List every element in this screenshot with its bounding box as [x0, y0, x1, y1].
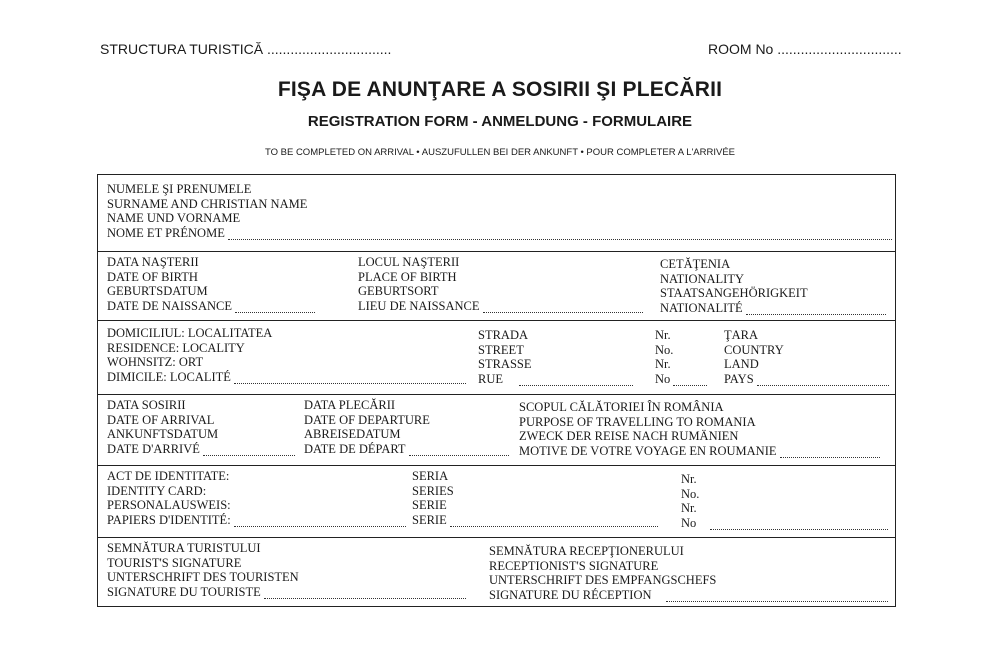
street-label-en: STREET	[478, 342, 524, 357]
name-field[interactable]	[107, 226, 892, 241]
name-label-ro: NUMELE ŞI PRENUMELE	[107, 182, 252, 196]
res-number-label-ro: Nr.	[655, 328, 671, 342]
birth-place-field[interactable]	[358, 299, 643, 314]
section-divider	[97, 394, 896, 395]
birth-place-label-en: PLACE OF BIRTH	[358, 269, 457, 284]
locality-label-ro: DOMICILIUL: LOCALITATEA	[107, 326, 273, 340]
locality-fill-line[interactable]	[234, 372, 466, 384]
receptionist-signature-fill-line[interactable]	[666, 590, 888, 602]
country-label-ro: ŢARA	[724, 328, 759, 342]
id-card-field[interactable]	[107, 513, 406, 528]
tourist-sig-label-en: TOURIST'S SIGNATURE	[107, 555, 242, 570]
id-card-fill-line[interactable]	[234, 515, 406, 527]
street-label-fr: RUE	[478, 371, 503, 386]
name-section	[107, 182, 892, 240]
arrival-fill-line[interactable]	[203, 444, 295, 456]
identity-card-group	[107, 469, 406, 527]
recep-sig-label-ro: SEMNĂTURA RECEPŢIONERULUI	[489, 544, 684, 558]
res-number-label-fr: No	[655, 371, 671, 386]
departure-group	[304, 398, 509, 456]
series-label-de: SERIE	[412, 498, 447, 512]
birth-date-field[interactable]	[107, 299, 315, 314]
tourist-signature-fill-line[interactable]	[264, 587, 466, 599]
birth-date-label-ro: DATA NAŞTERII	[107, 255, 199, 269]
id-card-label-fr: PAPIERS D'IDENTITÉ:	[107, 512, 231, 527]
section-divider	[97, 465, 896, 466]
purpose-label-de: ZWECK DER REISE NACH RUMÄNIEN	[519, 429, 739, 443]
series-fill-line[interactable]	[450, 515, 658, 527]
id-number-label-de: Nr.	[681, 501, 697, 515]
country-field[interactable]	[724, 372, 889, 387]
tourist-sig-label-fr: SIGNATURE DU TOURISTE	[107, 584, 261, 599]
nationality-field[interactable]	[660, 301, 886, 316]
res-number-field[interactable]	[655, 372, 707, 387]
id-card-label-de: PERSONALAUSWEIS:	[107, 498, 231, 512]
arrival-field[interactable]	[107, 442, 295, 457]
arrival-label-de: ANKUNFTSDATUM	[107, 427, 219, 441]
nationality-label-ro: CETĂŢENIA	[660, 257, 731, 271]
purpose-fill-line[interactable]	[780, 446, 880, 458]
birth-date-label-en: DATE OF BIRTH	[107, 269, 198, 284]
birth-place-label-fr: LIEU DE NAISSANCE	[358, 298, 480, 313]
nationality-label-fr: NATIONALITÉ	[660, 300, 743, 315]
section-divider	[97, 537, 896, 538]
purpose-label-fr: MOTIVE DE VOTRE VOYAGE EN ROUMANIE	[519, 443, 777, 458]
street-label-ro: STRADA	[478, 328, 529, 342]
country-label-fr: PAYS	[724, 371, 754, 386]
birth-place-fill-line[interactable]	[483, 301, 643, 313]
tourist-structure-field[interactable]: STRUCTURA TURISTICĂ ................................	[100, 41, 392, 57]
purpose-label-en: PURPOSE OF TRAVELLING TO ROMANIA	[519, 414, 756, 429]
departure-field[interactable]	[304, 442, 509, 457]
street-label-de: STRASSE	[478, 357, 532, 371]
series-label-fr: SERIE	[412, 512, 447, 527]
tourist-signature-field[interactable]	[107, 585, 466, 600]
section-divider	[97, 320, 896, 321]
id-card-label-en: IDENTITY CARD:	[107, 483, 207, 498]
id-card-label-ro: ACT DE IDENTITATE:	[107, 469, 230, 483]
locality-label-fr: DIMICILE: LOCALITÉ	[107, 369, 231, 384]
recep-sig-label-fr: SIGNATURE DU RÉCEPTION	[489, 587, 652, 602]
arrival-label-fr: DATE D'ARRIVÉ	[107, 441, 200, 456]
departure-label-de: ABREISEDATUM	[304, 427, 401, 441]
nationality-group	[660, 257, 886, 315]
purpose-group	[519, 400, 880, 458]
country-label-en: COUNTRY	[724, 342, 784, 357]
country-fill-line[interactable]	[757, 374, 889, 386]
id-series-group	[412, 469, 658, 527]
departure-label-en: DATE OF DEPARTURE	[304, 412, 430, 427]
street-fill-line[interactable]	[519, 374, 633, 386]
page-subtitle: REGISTRATION FORM - ANMELDUNG - FORMULAIRE	[307, 113, 693, 130]
birth-place-label-de: GEBURTSORT	[358, 284, 439, 298]
departure-fill-line[interactable]	[409, 444, 509, 456]
country-group	[724, 328, 889, 386]
arrival-label-ro: DATA SOSIRII	[107, 398, 186, 412]
birth-date-label-de: GEBURTSDATUM	[107, 284, 208, 298]
name-label-fr: NOME ET PRÉNOME	[107, 225, 225, 240]
name-label-en: SURNAME AND CHRISTIAN NAME	[107, 196, 308, 211]
room-number-field[interactable]: ROOM No ................................	[708, 41, 902, 57]
departure-label-fr: DATE DE DÉPART	[304, 441, 406, 456]
birth-date-label-fr: DATE DE NAISSANCE	[107, 298, 232, 313]
nationality-label-de: STAATSANGEHÖRIGKEIT	[660, 286, 808, 300]
purpose-field[interactable]	[519, 444, 880, 459]
street-group	[478, 328, 633, 386]
residence-number-group	[655, 328, 707, 386]
id-number-fill-line[interactable]	[710, 518, 888, 530]
series-label-en: SERIES	[412, 483, 454, 498]
res-number-label-en: No.	[655, 342, 674, 357]
purpose-label-ro: SCOPUL CĂLĂTORIEI ÎN ROMÂNIA	[519, 400, 724, 414]
id-number-group	[681, 472, 888, 530]
locality-label-de: WOHNSITZ: ORT	[107, 355, 204, 369]
birth-date-group	[107, 255, 315, 313]
recep-sig-label-en: RECEPTIONIST'S SIGNATURE	[489, 558, 659, 573]
residence-locality-group	[107, 326, 466, 384]
country-label-de: LAND	[724, 357, 759, 371]
id-number-field[interactable]	[681, 516, 888, 531]
arrival-group	[107, 398, 295, 456]
locality-field[interactable]	[107, 370, 466, 385]
res-number-fill-line[interactable]	[673, 374, 707, 386]
locality-label-en: RESIDENCE: LOCALITY	[107, 340, 245, 355]
nationality-fill-line[interactable]	[746, 303, 886, 315]
id-number-label-ro: Nr.	[681, 472, 697, 486]
receptionist-signature-group	[489, 544, 888, 602]
street-field[interactable]	[478, 372, 633, 387]
tourist-sig-label-de: UNTERSCHRIFT DES TOURISTEN	[107, 570, 299, 584]
series-field[interactable]	[412, 513, 658, 528]
nationality-label-en: NATIONALITY	[660, 271, 745, 286]
birth-date-fill-line[interactable]	[235, 301, 315, 313]
tourist-signature-group	[107, 541, 466, 599]
section-divider	[97, 251, 896, 252]
recep-sig-label-de: UNTERSCHRIFT DES EMPFANGSCHEFS	[489, 573, 717, 587]
series-label-ro: SERIA	[412, 469, 449, 483]
arrival-label-en: DATE OF ARRIVAL	[107, 412, 215, 427]
departure-label-ro: DATA PLECĂRII	[304, 398, 396, 412]
id-number-label-en: No.	[681, 486, 700, 501]
receptionist-signature-field[interactable]	[489, 588, 888, 603]
birth-place-group	[358, 255, 643, 313]
tourist-sig-label-ro: SEMNĂTURA TURISTULUI	[107, 541, 261, 555]
id-number-label-fr: No	[681, 515, 697, 530]
name-label-de: NAME UND VORNAME	[107, 211, 241, 225]
instructions: TO BE COMPLETED ON ARRIVAL • AUSZUFULLEN BEI DER ANKUNFT • POUR COMPLETER A L'ARRIVÉE	[264, 147, 736, 158]
birth-place-label-ro: LOCUL NAŞTERII	[358, 255, 460, 269]
res-number-label-de: Nr.	[655, 357, 671, 371]
page-title: FIŞA DE ANUNŢARE A SOSIRII ŞI PLECĂRII	[277, 78, 723, 101]
name-fill-line[interactable]	[228, 228, 892, 240]
